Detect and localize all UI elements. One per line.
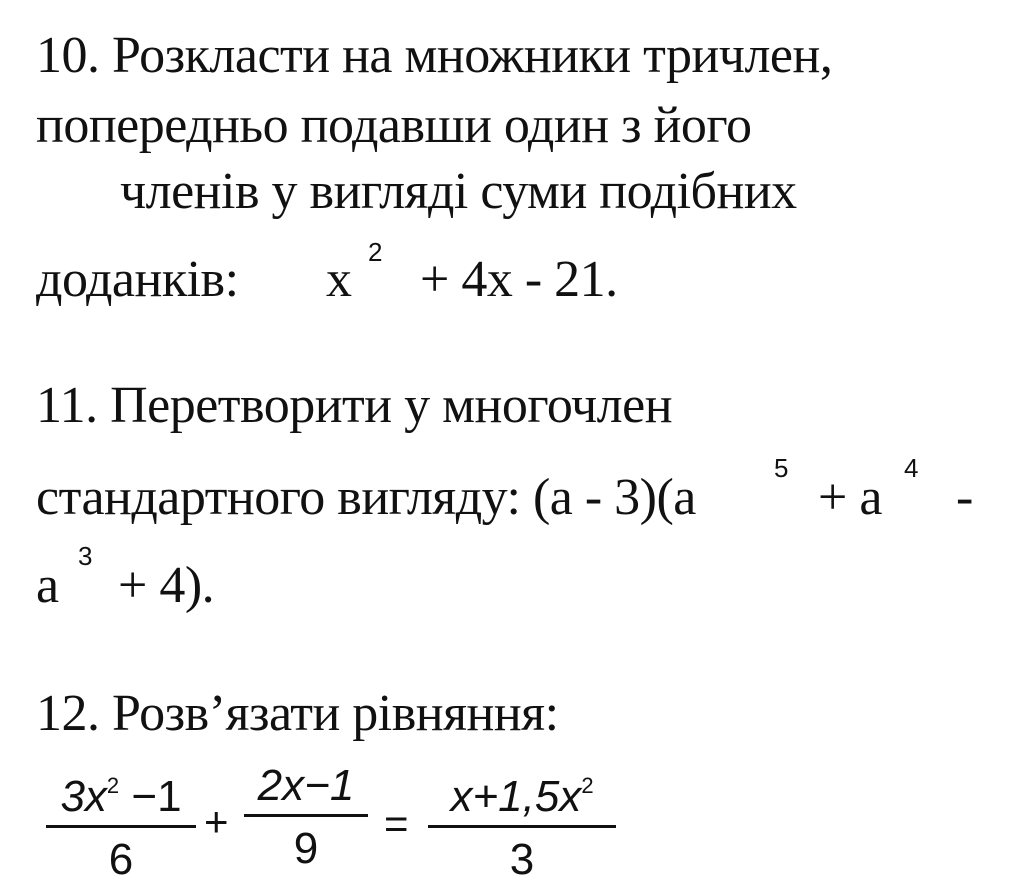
task10-exponent: 2 bbox=[368, 237, 383, 267]
task11-a: a bbox=[36, 557, 59, 614]
fraction-3 bbox=[428, 760, 616, 886]
fraction-1-denominator: 6 bbox=[108, 835, 134, 884]
task10-line3: членів у вигляді суми подібних bbox=[120, 163, 797, 220]
task10-label: доданків: bbox=[36, 251, 239, 308]
fraction-3-denominator: 3 bbox=[509, 835, 535, 884]
plus-operator: + bbox=[204, 798, 229, 845]
fraction-2 bbox=[244, 760, 368, 875]
task11-exponent-5: 5 bbox=[774, 453, 789, 483]
fraction-1-bar bbox=[46, 825, 196, 828]
fraction-3-bar bbox=[428, 825, 616, 828]
task11-line2: стандартного вигляду: (a - 3)(a bbox=[36, 469, 696, 526]
fraction-2-bar bbox=[244, 814, 368, 817]
task11-minus: - bbox=[956, 469, 973, 526]
task10-x: x bbox=[326, 251, 352, 308]
task11-exponent-3: 3 bbox=[78, 541, 93, 571]
task10-line1: 10. Розкласти на множники тричлен, bbox=[36, 27, 833, 84]
equals-operator: = bbox=[384, 800, 409, 847]
task12-title: 12. Розв’язати рівняння: bbox=[36, 685, 559, 742]
task11-plus-a: + a bbox=[818, 469, 882, 526]
task11-exponent-4: 4 bbox=[904, 453, 919, 483]
fraction-1 bbox=[46, 760, 196, 886]
fraction-1-numerator: $3x^2 -1$ bbox=[60, 772, 182, 821]
fraction-2-numerator: 2x−1 bbox=[257, 761, 355, 810]
task10-rest: + 4x - 21. bbox=[420, 251, 618, 308]
task10-line2: попередньо подавши один з його bbox=[36, 97, 752, 154]
fraction-2-denominator: 9 bbox=[293, 824, 319, 873]
task11-line1: 11. Перетворити у многочлен bbox=[36, 377, 673, 434]
task11-tail: + 4). bbox=[118, 557, 215, 614]
fraction-3-numerator: $x+1,5x^2$ bbox=[450, 772, 594, 821]
